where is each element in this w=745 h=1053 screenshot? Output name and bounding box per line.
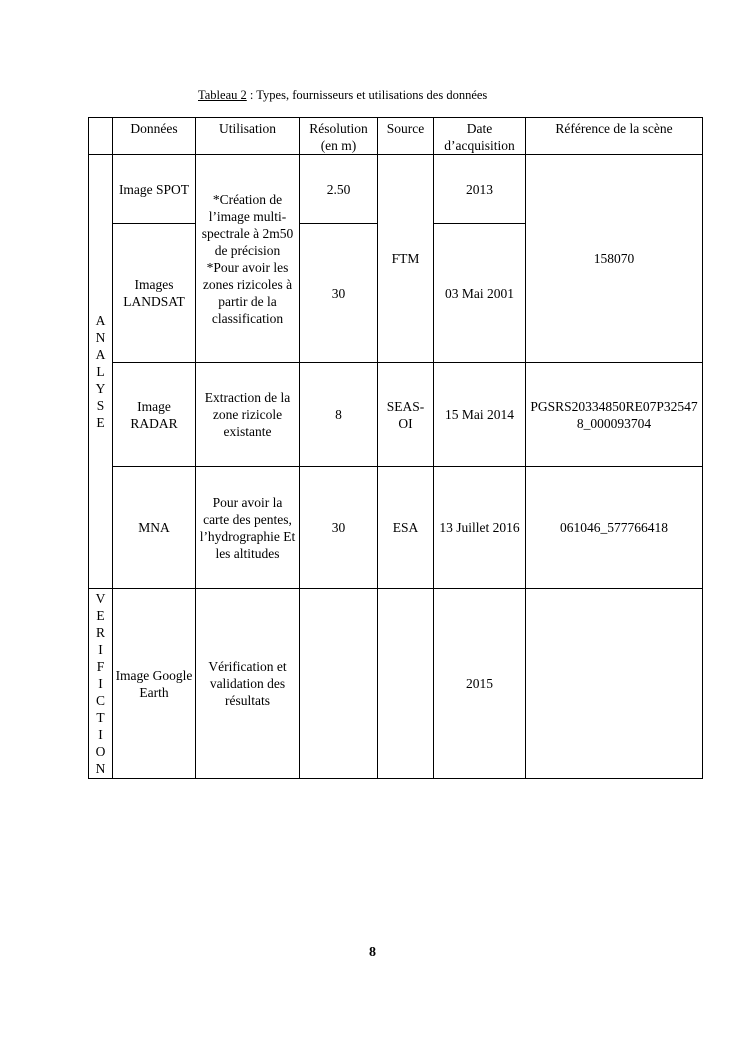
header-row xyxy=(89,118,703,155)
cell-source-mna: ESA xyxy=(378,467,434,589)
cell-date-google: 2015 xyxy=(434,589,526,779)
group-label-analyse: A N A L Y S E xyxy=(89,155,113,589)
header-cell: Source xyxy=(378,118,434,155)
cell-utilisation-google: Vérification et validation des résultats xyxy=(196,589,300,779)
cell-date-landsat: 03 Mai 2001 xyxy=(434,224,526,363)
cell-reference-radar: PGSRS20334850RE07P325478_000093704 xyxy=(526,363,703,467)
cell-utilisation-mna: Pour avoir la carte des pentes, l’hydrographie Et les altitudes xyxy=(196,467,300,589)
cell-data-google: Image Google Earth xyxy=(113,589,196,779)
caption-label: Tableau 2 xyxy=(198,88,247,102)
cell-resolution-mna: 30 xyxy=(300,467,378,589)
cell-date-spot: 2013 xyxy=(434,155,526,224)
table-caption xyxy=(198,88,618,103)
cell-reference-google xyxy=(526,589,703,779)
cell-reference-158070: 158070 xyxy=(526,155,703,363)
cell-data-mna: MNA xyxy=(113,467,196,589)
header-cell: Utilisation xyxy=(196,118,300,155)
cell-resolution-google xyxy=(300,589,378,779)
header-cell: Données xyxy=(113,118,196,155)
header-cell: Date d’acquisition xyxy=(434,118,526,155)
cell-source-google xyxy=(378,589,434,779)
cell-resolution-spot: 2.50 xyxy=(300,155,378,224)
caption-text: : Types, fournisseurs et utilisations des données xyxy=(246,88,488,102)
table-row xyxy=(89,589,703,779)
group-label-verification: V E R I F I C T I O N xyxy=(89,589,113,779)
cell-utilisation-radar: Extraction de la zone rizicole existante xyxy=(196,363,300,467)
cell-data-radar: Image RADAR xyxy=(113,363,196,467)
table-row xyxy=(89,363,703,467)
header-cell: Résolution (en m) xyxy=(300,118,378,155)
header-cell: Référence de la scène xyxy=(526,118,703,155)
data-table xyxy=(88,117,703,779)
cell-source-radar: SEAS-OI xyxy=(378,363,434,467)
cell-resolution-landsat: 30 xyxy=(300,224,378,363)
cell-resolution-radar: 8 xyxy=(300,363,378,467)
cell-date-radar: 15 Mai 2014 xyxy=(434,363,526,467)
cell-data-spot: Image SPOT xyxy=(113,155,196,224)
page-number: 8 xyxy=(369,945,376,960)
table-row xyxy=(89,467,703,589)
cell-utilisation-spot-landsat: *Création de l’image multi-spectrale à 2m50 de précision *Pour avoir les zones rizicoles à partir de la classification xyxy=(196,155,300,363)
cell-data-landsat: Images LANDSAT xyxy=(113,224,196,363)
cell-reference-mna: 061046_577766418 xyxy=(526,467,703,589)
cell-source-ftm: FTM xyxy=(378,155,434,363)
table-row xyxy=(89,155,703,224)
cell-date-mna: 13 Juillet 2016 xyxy=(434,467,526,589)
header-cell xyxy=(89,118,113,155)
